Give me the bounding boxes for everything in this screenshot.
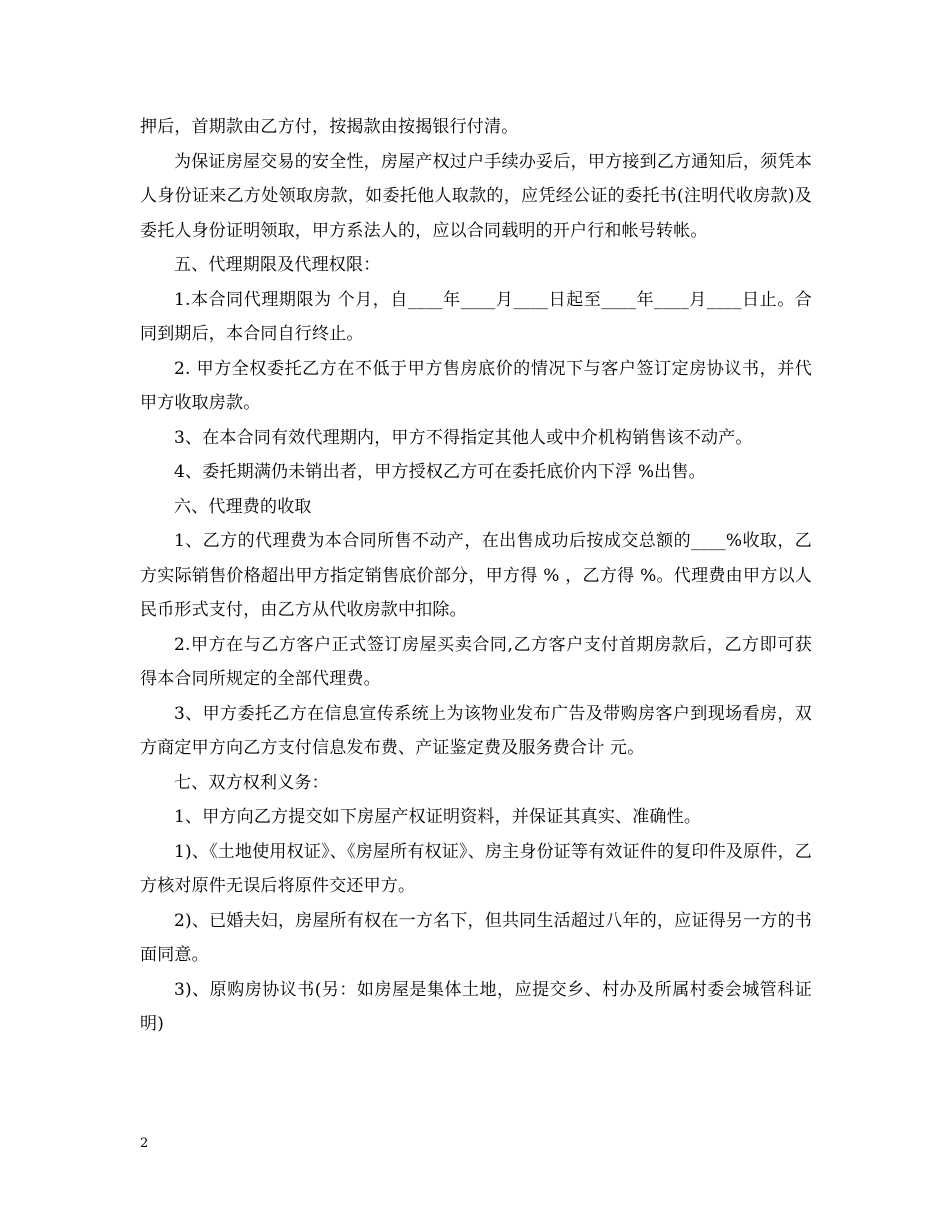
paragraph-14: 1)、《土地使用权证》、《房屋所有权证》、房主身份证等有效证件的复印件及原件，乙方核对原件无误后将原件交还甲方。 [140,841,812,896]
document-body [140,110,812,1042]
paragraph-9: 1、乙方的代理费为本合同所售不动产，在出售成功后按成交总额的____%收取，乙方实际销售价格超出甲方指定销售底价部分，甲方得 % ，乙方得 %。代理费由甲方以人民币形式支付，由乙方从代收房款中扣除。 [140,531,812,620]
paragraph-4: 1.本合同代理期限为 个月，自____年____月____日起至____年____月____日止。合同到期后，本合同自行终止。 [140,289,812,344]
page-number: 2 [140,1136,149,1151]
section-heading-7: 七、双方权利义务： [174,772,329,793]
paragraph-1: 押后，首期款由乙方付，按揭款由按揭银行付清。 [140,117,519,137]
paragraph-11: 3、甲方委托乙方在信息宣传系统上为该物业发布广告及带购房客户到现场看房，双方商定甲方向乙方支付信息发布费、产证鉴定费及服务费合计 元。 [140,703,812,758]
section-heading-6: 六、代理费的收取 [174,496,312,517]
paragraph-2: 为保证房屋交易的安全性，房屋产权过户手续办妥后，甲方接到乙方通知后，须凭本人身份证来乙方处领取房款，如委托他人取款的，应凭经公证的委托书(注明代收房款)及委托人身份证明领取，甲方系法人的，应以合同载明的开户行和帐号转帐。 [140,151,812,241]
paragraph-6: 3、在本合同有效代理期内，甲方不得指定其他人或中介机构销售该不动产。 [174,427,753,448]
paragraph-15: 2)、已婚夫妇，房屋所有权在一方名下，但共同生活超过八年的，应证得另一方的书面同意。 [140,910,812,965]
paragraph-13: 1、甲方向乙方提交如下房屋产权证明资料，并保证其真实、准确性。 [174,807,702,827]
section-heading-5: 五、代理期限及代理权限： [174,255,381,275]
paragraph-16: 3)、原购房协议书(另：如房屋是集体土地，应提交乡、村办及所属村委会城管科证明) [140,979,812,1034]
paragraph-7: 4、委托期满仍未销出者，甲方授权乙方可在委托底价内下浮 %出售。 [174,462,706,482]
paragraph-10: 2.甲方在与乙方客户正式签订房屋买卖合同,乙方客户支付首期房款后，乙方即可获得本合同所规定的全部代理费。 [140,634,812,689]
paragraph-5: 2. 甲方全权委托乙方在不低于甲方售房底价的情况下与客户签订定房协议书，并代甲方收取房款。 [140,358,812,413]
